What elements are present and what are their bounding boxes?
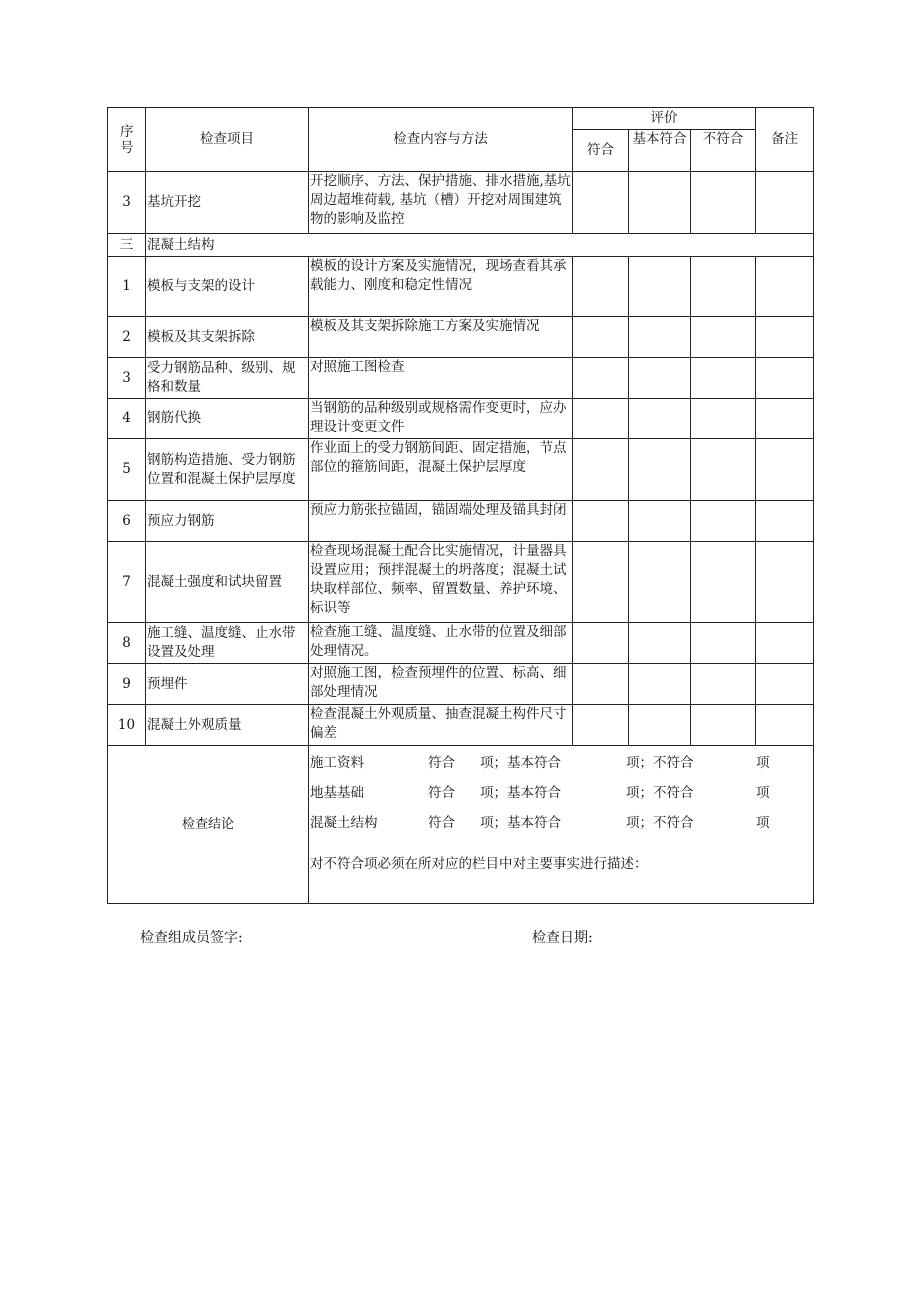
seq-cell: 3 xyxy=(108,172,146,234)
conclusion-category: 施工资料 xyxy=(310,754,364,771)
content-cell: 模板的设计方案及实施情况，现场查看其承载能力、刚度和稳定性情况 xyxy=(309,257,573,317)
remark-cell xyxy=(756,439,814,501)
conform-cell xyxy=(573,172,629,234)
header-conform: 符合 xyxy=(573,130,629,172)
basic-conform-cell xyxy=(629,705,691,746)
table-row xyxy=(108,399,814,439)
basic-conform-cell xyxy=(629,358,691,399)
section-row xyxy=(108,234,814,257)
conclusion-line xyxy=(310,748,812,778)
conclusion-count-1: 项；基本符合 xyxy=(480,784,561,801)
conclusion-conform: 符合 xyxy=(428,754,455,771)
inspection-table xyxy=(107,107,814,904)
conform-cell xyxy=(573,664,629,705)
conform-cell xyxy=(573,501,629,542)
content-cell: 当钢筋的品种级别或规格需作变更时，应办理设计变更文件 xyxy=(309,399,573,439)
item-cell: 钢筋构造措施、受力钢筋位置和混凝土保护层厚度 xyxy=(146,439,309,501)
conclusion-conform: 符合 xyxy=(428,814,455,831)
header-item: 检查项目 xyxy=(146,108,309,172)
header-basic-conform: 基本符合 xyxy=(629,130,691,172)
conform-cell xyxy=(573,705,629,746)
remark-cell xyxy=(756,542,814,623)
header-content: 检查内容与方法 xyxy=(309,108,573,172)
remark-cell xyxy=(756,623,814,664)
basic-conform-cell xyxy=(629,501,691,542)
conclusion-row xyxy=(108,746,814,904)
conclusion-conform: 符合 xyxy=(428,784,455,801)
basic-conform-cell xyxy=(629,172,691,234)
seq-cell: 三 xyxy=(108,234,146,257)
item-cell: 基坑开挖 xyxy=(146,172,309,234)
conclusion-count-3: 项 xyxy=(756,784,770,801)
basic-conform-cell xyxy=(629,317,691,358)
seq-cell: 1 xyxy=(108,257,146,317)
basic-conform-cell xyxy=(629,399,691,439)
header-evaluation: 评价 xyxy=(573,108,756,130)
conclusion-count-2: 项；不符合 xyxy=(626,814,694,831)
date-label: 检查日期: xyxy=(532,930,593,946)
seq-cell: 4 xyxy=(108,399,146,439)
content-cell: 检查混凝土外观质量、抽查混凝土构件尺寸偏差 xyxy=(309,705,573,746)
remark-cell xyxy=(756,501,814,542)
conclusion-count-2: 项；不符合 xyxy=(626,784,694,801)
table-row xyxy=(108,172,814,234)
conform-cell xyxy=(573,542,629,623)
item-cell: 混凝土强度和试块留置 xyxy=(146,542,309,623)
content-cell: 作业面上的受力钢筋间距、固定措施，节点部位的箍筋间距，混凝土保护层厚度 xyxy=(309,439,573,501)
seq-cell: 3 xyxy=(108,358,146,399)
content-cell: 模板及其支架拆除施工方案及实施情况 xyxy=(309,317,573,358)
remark-cell xyxy=(756,705,814,746)
item-cell: 钢筋代换 xyxy=(146,399,309,439)
item-cell: 预埋件 xyxy=(146,664,309,705)
table-row xyxy=(108,358,814,399)
item-cell: 受力钢筋品种、级别、规格和数量 xyxy=(146,358,309,399)
header-seq: 序号 xyxy=(108,108,146,172)
basic-conform-cell xyxy=(629,664,691,705)
table-row xyxy=(108,542,814,623)
signature-label: 检查组成员签字: xyxy=(140,930,243,946)
conform-cell xyxy=(573,317,629,358)
remark-cell xyxy=(756,399,814,439)
seq-cell: 10 xyxy=(108,705,146,746)
not-conform-cell xyxy=(691,257,756,317)
section-title: 混凝土结构 xyxy=(146,234,814,257)
table-rows xyxy=(108,172,814,746)
conclusion-count-1: 项；基本符合 xyxy=(480,754,561,771)
basic-conform-cell xyxy=(629,439,691,501)
seq-cell: 7 xyxy=(108,542,146,623)
not-conform-cell xyxy=(691,542,756,623)
not-conform-cell xyxy=(691,664,756,705)
conclusion-content xyxy=(309,746,814,904)
remark-cell xyxy=(756,358,814,399)
header-remark: 备注 xyxy=(756,108,814,172)
content-cell: 检查现场混凝土配合比实施情况，计量器具设置应用；预拌混凝土的坍落度；混凝土试块取样部位、频率、留置数量、养护环境、标识等 xyxy=(309,542,573,623)
table-row xyxy=(108,257,814,317)
conform-cell xyxy=(573,358,629,399)
table-row xyxy=(108,705,814,746)
conform-cell xyxy=(573,439,629,501)
table-row xyxy=(108,317,814,358)
seq-cell: 2 xyxy=(108,317,146,358)
header-not-conform: 不符合 xyxy=(691,130,756,172)
conclusion-count-3: 项 xyxy=(756,814,770,831)
conclusion-line xyxy=(310,808,812,838)
content-cell: 开挖顺序、方法、保护措施、排水措施,基坑周边超堆荷载, 基坑（槽）开挖对周围建筑物的影响及监控 xyxy=(309,172,573,234)
remark-cell xyxy=(756,257,814,317)
conclusion-category: 地基基础 xyxy=(310,784,364,801)
not-conform-cell xyxy=(691,501,756,542)
seq-cell: 5 xyxy=(108,439,146,501)
item-cell: 施工缝、温度缝、止水带设置及处理 xyxy=(146,623,309,664)
basic-conform-cell xyxy=(629,623,691,664)
not-conform-cell xyxy=(691,439,756,501)
remark-cell xyxy=(756,172,814,234)
conclusion-category: 混凝土结构 xyxy=(310,814,378,831)
item-cell: 混凝土外观质量 xyxy=(146,705,309,746)
item-cell: 预应力钢筋 xyxy=(146,501,309,542)
not-conform-cell xyxy=(691,358,756,399)
content-cell: 对照施工图，检查预埋件的位置、标高、细部处理情况 xyxy=(309,664,573,705)
not-conform-cell xyxy=(691,172,756,234)
conclusion-line xyxy=(310,778,812,808)
table-row xyxy=(108,501,814,542)
seq-cell: 9 xyxy=(108,664,146,705)
remark-cell xyxy=(756,664,814,705)
conform-cell xyxy=(573,399,629,439)
conclusion-count-3: 项 xyxy=(756,754,770,771)
not-conform-cell xyxy=(691,317,756,358)
conclusion-note: 对不符合项必须在所对应的栏目中对主要事实进行描述： xyxy=(310,856,648,872)
seq-cell: 8 xyxy=(108,623,146,664)
item-cell: 模板及其支架拆除 xyxy=(146,317,309,358)
basic-conform-cell xyxy=(629,542,691,623)
conclusion-count-2: 项；不符合 xyxy=(626,754,694,771)
table-row xyxy=(108,664,814,705)
not-conform-cell xyxy=(691,399,756,439)
conclusion-label: 检查结论 xyxy=(108,746,309,904)
remark-cell xyxy=(756,317,814,358)
content-cell: 检查施工缝、温度缝、止水带的位置及细部处理情况。 xyxy=(309,623,573,664)
content-cell: 对照施工图检查 xyxy=(309,358,573,399)
basic-conform-cell xyxy=(629,257,691,317)
conform-cell xyxy=(573,623,629,664)
content-cell: 预应力筋张拉锚固，锚固端处理及锚具封闭 xyxy=(309,501,573,542)
table-row xyxy=(108,623,814,664)
table-row xyxy=(108,439,814,501)
conclusion-count-1: 项；基本符合 xyxy=(480,814,561,831)
seq-cell: 6 xyxy=(108,501,146,542)
conform-cell xyxy=(573,257,629,317)
not-conform-cell xyxy=(691,623,756,664)
not-conform-cell xyxy=(691,705,756,746)
item-cell: 模板与支架的设计 xyxy=(146,257,309,317)
